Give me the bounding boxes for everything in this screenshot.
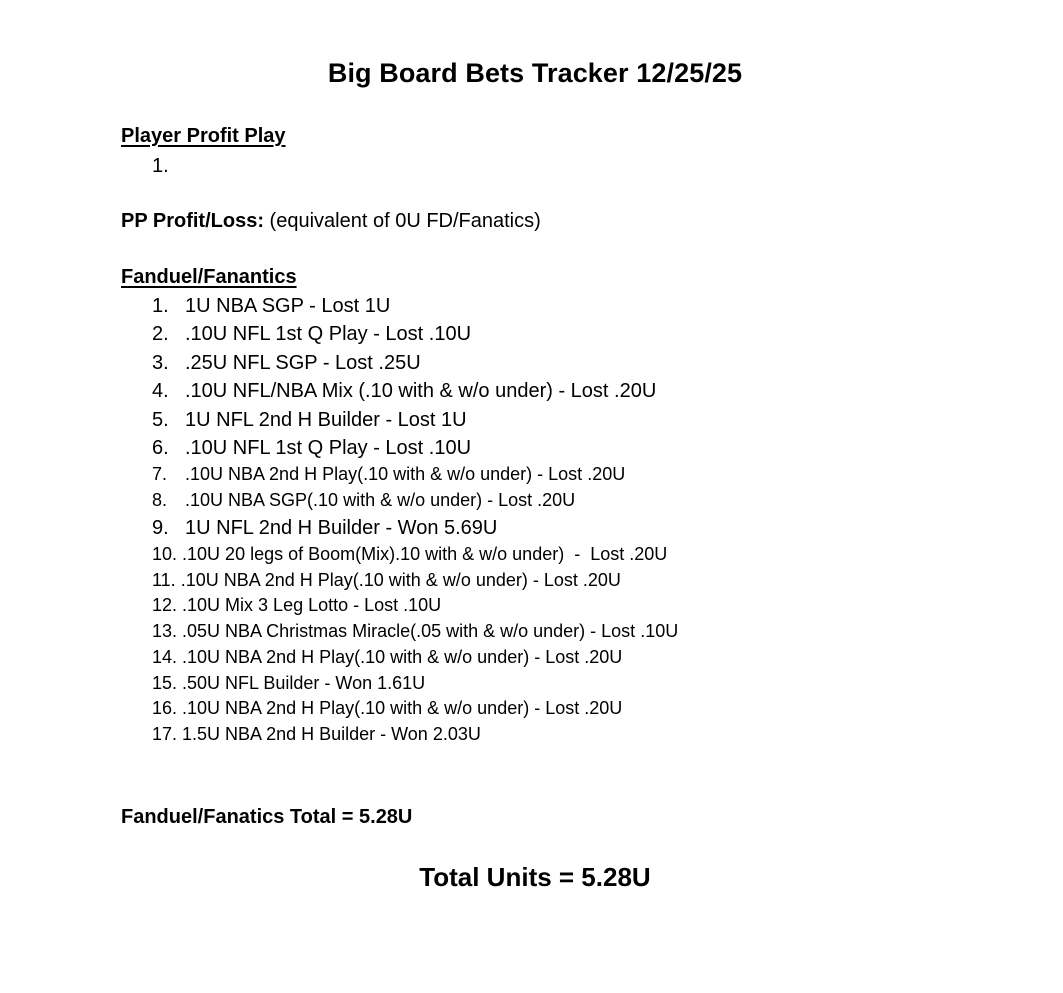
fanduel-total: Fanduel/Fanatics Total = 5.28U <box>121 806 413 828</box>
list-item <box>152 542 678 568</box>
list-item-text: .10U Mix 3 Leg Lotto - Lost .10U <box>182 595 442 616</box>
list-item-text: 1.5U NBA 2nd H Builder - Won 2.03U <box>182 723 481 744</box>
list-item-text: 1U NBA SGP - Lost 1U <box>185 295 391 317</box>
list-item-text: .10U NFL 1st Q Play - Lost .10U <box>185 436 472 459</box>
list-item <box>152 349 678 377</box>
list-item-text: .05U NBA Christmas Miracle(.05 with & w/o under) - Lost .10U <box>182 621 679 642</box>
list-item-number: 8. <box>152 490 168 511</box>
list-item-text: .10U 20 legs of Boom(Mix).10 with & w/o under) - Lost .20U <box>182 544 668 565</box>
list-item-number: 6. <box>152 436 169 459</box>
list-item <box>152 320 678 348</box>
list-item-number: 4. <box>152 380 169 403</box>
list-item-text: .10U NBA SGP(.10 with & w/o under) - Lost .20U <box>185 490 576 511</box>
list-item-number: 16. <box>152 698 178 719</box>
list-item-text: 1U NFL 2nd H Builder - Won 5.69U <box>185 516 498 539</box>
list-item <box>152 406 678 434</box>
list-item <box>152 619 678 645</box>
list-item-number: 1. <box>152 295 169 317</box>
list-item-number: 1. <box>152 155 169 177</box>
list-item <box>152 645 678 671</box>
player-profit-heading: Player Profit Play <box>121 125 286 147</box>
pp-profit-loss-text: (equivalent of 0U FD/Fanatics) <box>264 210 541 232</box>
page-title: Big Board Bets Tracker 12/25/25 <box>327 58 743 88</box>
list-item <box>152 292 678 320</box>
list-item <box>152 434 678 462</box>
list-item-text: .10U NFL 1st Q Play - Lost .10U <box>185 323 472 346</box>
list-item-number: 3. <box>152 351 169 374</box>
list-item-number: 5. <box>152 408 169 431</box>
list-item <box>152 514 678 542</box>
list-item-number: 11. <box>152 569 176 590</box>
list-item-number: 15. <box>152 672 178 693</box>
grand-total: Total Units = 5.28U <box>419 862 651 892</box>
list-item-text: .10U NBA 2nd H Play(.10 with & w/o under) - Lost .20U <box>182 698 623 719</box>
list-item <box>152 488 678 514</box>
list-item <box>152 377 678 405</box>
list-item-number: 14. <box>152 646 178 667</box>
fanduel-heading: Fanduel/Fanantics <box>121 266 297 288</box>
list-item-number: 17. <box>152 723 178 744</box>
list-item-text: .10U NFL/NBA Mix (.10 with & w/o under) - Lost .20U <box>185 380 657 403</box>
player-profit-list <box>152 155 169 178</box>
list-item-text: .25U NFL SGP - Lost .25U <box>185 351 421 374</box>
list-item-text: .50U NFL Builder - Won 1.61U <box>182 672 426 693</box>
list-item-text: .10U NBA 2nd H Play(.10 with & w/o under) - Lost .20U <box>182 646 623 667</box>
fanduel-bets-list <box>152 292 678 748</box>
pp-profit-loss-line <box>121 210 541 233</box>
list-item-number: 2. <box>152 323 169 346</box>
list-item-text: .10U NBA 2nd H Play(.10 with & w/o under) - Lost .20U <box>185 464 626 485</box>
list-item-number: 12. <box>152 595 178 616</box>
list-item-number: 9. <box>152 516 169 539</box>
pp-profit-loss-label: PP Profit/Loss: <box>121 210 264 232</box>
list-item <box>152 462 678 488</box>
list-item-number: 10. <box>152 544 178 565</box>
list-item-text: .10U NBA 2nd H Play(.10 with & w/o under) - Lost .20U <box>180 569 621 590</box>
list-item <box>152 568 678 594</box>
list-item <box>152 722 678 748</box>
list-item-number: 7. <box>152 464 168 485</box>
list-item <box>152 671 678 697</box>
list-item-text: 1U NFL 2nd H Builder - Lost 1U <box>185 408 467 431</box>
list-item <box>152 593 678 619</box>
list-item-number: 13. <box>152 621 178 642</box>
list-item <box>152 696 678 722</box>
list-item <box>152 155 169 178</box>
